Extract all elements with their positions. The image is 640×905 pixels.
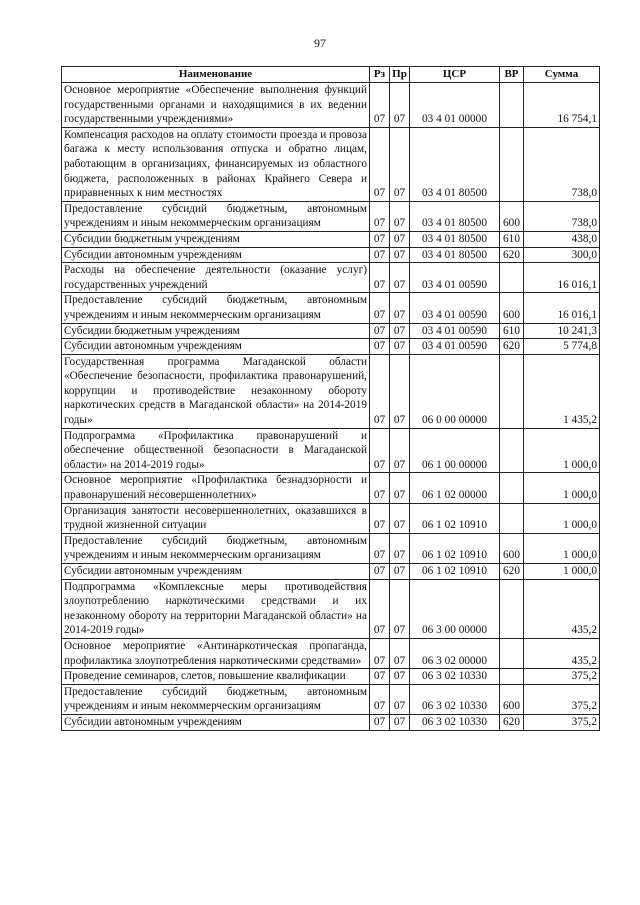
cell-vr: 600 (500, 533, 524, 563)
cell-sum: 375,2 (524, 669, 600, 685)
cell-name: Проведение семинаров, слетов, повышение квалификации (62, 669, 370, 685)
cell-name: Субсидии бюджетным учреждениям (62, 323, 370, 339)
cell-pr: 07 (390, 231, 410, 247)
cell-name: Основное мероприятие «Антинаркотическая пропаганда, профилактика злоупотребления наркотическими средствами» (62, 638, 370, 668)
cell-pr: 07 (390, 339, 410, 355)
cell-csr: 06 3 02 10330 (410, 714, 500, 730)
cell-vr: 600 (500, 684, 524, 714)
table-row (62, 201, 600, 231)
cell-sum: 738,0 (524, 127, 600, 201)
cell-pr: 07 (390, 127, 410, 201)
cell-sum: 438,0 (524, 231, 600, 247)
cell-csr: 03 4 01 80500 (410, 127, 500, 201)
cell-pr: 07 (390, 354, 410, 428)
cell-vr (500, 127, 524, 201)
cell-pr: 07 (390, 473, 410, 503)
header-rz: Рз (370, 67, 390, 83)
cell-rz: 07 (370, 564, 390, 580)
cell-name: Предоставление субсидий бюджетным, автономным учреждениям и иным некоммерческим организациям (62, 533, 370, 563)
table-row (62, 127, 600, 201)
cell-name: Субсидии автономным учреждениям (62, 339, 370, 355)
cell-sum: 5 774,8 (524, 339, 600, 355)
cell-rz: 07 (370, 428, 390, 473)
cell-sum: 1 000,0 (524, 428, 600, 473)
cell-vr (500, 473, 524, 503)
cell-vr: 600 (500, 293, 524, 323)
cell-rz: 07 (370, 83, 390, 128)
cell-pr: 07 (390, 428, 410, 473)
cell-name: Основное мероприятие «Обеспечение выполнения функций государственными органами и находящимися в их ведении государственными учреждениями» (62, 83, 370, 128)
cell-csr: 06 1 02 10910 (410, 533, 500, 563)
cell-csr: 03 4 01 00000 (410, 83, 500, 128)
table-row (62, 263, 600, 293)
cell-name: Субсидии автономным учреждениям (62, 714, 370, 730)
page-number: 97 (314, 36, 326, 50)
cell-vr (500, 638, 524, 668)
cell-pr: 07 (390, 638, 410, 668)
table-row (62, 579, 600, 638)
table-row (62, 428, 600, 473)
cell-name: Субсидии бюджетным учреждениям (62, 231, 370, 247)
cell-rz: 07 (370, 247, 390, 263)
cell-pr: 07 (390, 263, 410, 293)
cell-pr: 07 (390, 579, 410, 638)
cell-rz: 07 (370, 579, 390, 638)
cell-csr: 06 3 02 00000 (410, 638, 500, 668)
cell-csr: 06 3 02 10330 (410, 669, 500, 685)
table-row (62, 714, 600, 730)
table-row (62, 473, 600, 503)
table-row (62, 564, 600, 580)
cell-name: Предоставление субсидий бюджетным, автономным учреждениям и иным некоммерческим организациям (62, 201, 370, 231)
cell-csr: 06 1 00 00000 (410, 428, 500, 473)
cell-sum: 375,2 (524, 684, 600, 714)
cell-pr: 07 (390, 293, 410, 323)
cell-name: Расходы на обеспечение деятельности (оказание услуг) государственных учреждений (62, 263, 370, 293)
cell-pr: 07 (390, 201, 410, 231)
cell-vr: 620 (500, 564, 524, 580)
table-row (62, 354, 600, 428)
cell-csr: 03 4 01 00590 (410, 293, 500, 323)
cell-name: Предоставление субсидий бюджетным, автономным учреждениям и иным некоммерческим организациям (62, 684, 370, 714)
cell-vr (500, 263, 524, 293)
table-row (62, 669, 600, 685)
table-row (62, 684, 600, 714)
cell-name: Подпрограмма «Профилактика правонарушений и обеспечение общественной безопасности в Магаданской области» на 2014-2019 годы» (62, 428, 370, 473)
cell-rz: 07 (370, 323, 390, 339)
table-row (62, 231, 600, 247)
table-row (62, 533, 600, 563)
cell-sum: 1 435,2 (524, 354, 600, 428)
cell-sum: 16 016,1 (524, 293, 600, 323)
cell-pr: 07 (390, 564, 410, 580)
cell-name: Субсидии автономным учреждениям (62, 564, 370, 580)
cell-pr: 07 (390, 684, 410, 714)
header-csr: ЦСР (410, 67, 500, 83)
cell-pr: 07 (390, 83, 410, 128)
cell-pr: 07 (390, 533, 410, 563)
cell-rz: 07 (370, 127, 390, 201)
cell-rz: 07 (370, 714, 390, 730)
cell-sum: 16 016,1 (524, 263, 600, 293)
cell-vr (500, 354, 524, 428)
cell-rz: 07 (370, 533, 390, 563)
cell-csr: 03 4 01 80500 (410, 247, 500, 263)
cell-rz: 07 (370, 354, 390, 428)
cell-vr: 620 (500, 247, 524, 263)
cell-rz: 07 (370, 339, 390, 355)
cell-csr: 03 4 01 00590 (410, 323, 500, 339)
cell-sum: 1 000,0 (524, 564, 600, 580)
cell-pr: 07 (390, 669, 410, 685)
cell-sum: 300,0 (524, 247, 600, 263)
cell-vr: 610 (500, 323, 524, 339)
cell-rz: 07 (370, 473, 390, 503)
cell-name: Подпрограмма «Комплексные меры противодействия злоупотреблению наркотическими средствами и их незаконному обороту на территории Магаданской области» на 2014-2019 годы» (62, 579, 370, 638)
table-body (62, 83, 600, 731)
cell-sum: 435,2 (524, 579, 600, 638)
cell-csr: 06 0 00 00000 (410, 354, 500, 428)
cell-name: Государственная программа Магаданской области «Обеспечение безопасности, профилактика правонарушений, коррупции и противодействие незаконному обороту наркотических средств в Магаданской области» на 2014-2019 годы» (62, 354, 370, 428)
header-name: Наименование (62, 67, 370, 83)
cell-vr: 610 (500, 231, 524, 247)
header-pr: Пр (390, 67, 410, 83)
cell-rz: 07 (370, 263, 390, 293)
header-sum: Сумма (524, 67, 600, 83)
cell-sum: 16 754,1 (524, 83, 600, 128)
cell-csr: 03 4 01 00590 (410, 339, 500, 355)
cell-vr (500, 579, 524, 638)
cell-sum: 1 000,0 (524, 503, 600, 533)
table-row (62, 293, 600, 323)
cell-rz: 07 (370, 503, 390, 533)
cell-sum: 738,0 (524, 201, 600, 231)
cell-csr: 06 1 02 10910 (410, 503, 500, 533)
cell-vr (500, 669, 524, 685)
cell-sum: 1 000,0 (524, 473, 600, 503)
cell-rz: 07 (370, 684, 390, 714)
cell-pr: 07 (390, 503, 410, 533)
cell-csr: 03 4 01 00590 (410, 263, 500, 293)
cell-vr (500, 428, 524, 473)
cell-rz: 07 (370, 231, 390, 247)
table-header-row (62, 67, 600, 83)
cell-pr: 07 (390, 714, 410, 730)
cell-csr: 06 1 02 00000 (410, 473, 500, 503)
cell-csr: 06 1 02 10910 (410, 564, 500, 580)
cell-name: Компенсация расходов на оплату стоимости проезда и провоза багажа к месту использования отпуска и обратно лицам, работающим в организациях, финансируемых из областного бюджета, расположенных в районах Крайнего Севера и приравненных к ним местностях (62, 127, 370, 201)
cell-vr: 620 (500, 714, 524, 730)
cell-csr: 03 4 01 80500 (410, 231, 500, 247)
table-row (62, 247, 600, 263)
cell-sum: 10 241,3 (524, 323, 600, 339)
cell-pr: 07 (390, 323, 410, 339)
cell-vr (500, 503, 524, 533)
cell-vr: 620 (500, 339, 524, 355)
cell-vr (500, 83, 524, 128)
cell-sum: 435,2 (524, 638, 600, 668)
header-vr: ВР (500, 67, 524, 83)
cell-csr: 03 4 01 80500 (410, 201, 500, 231)
table-row (62, 638, 600, 668)
budget-table (61, 66, 600, 731)
table-row (62, 503, 600, 533)
cell-name: Организация занятости несовершеннолетних, оказавшихся в трудной жизненной ситуации (62, 503, 370, 533)
table-row (62, 83, 600, 128)
cell-rz: 07 (370, 638, 390, 668)
cell-sum: 1 000,0 (524, 533, 600, 563)
cell-rz: 07 (370, 669, 390, 685)
cell-name: Предоставление субсидий бюджетным, автономным учреждениям и иным некоммерческим организациям (62, 293, 370, 323)
cell-csr: 06 3 00 00000 (410, 579, 500, 638)
cell-sum: 375,2 (524, 714, 600, 730)
table-row (62, 323, 600, 339)
cell-name: Основное мероприятие «Профилактика безнадзорности и правонарушений несовершеннолетних» (62, 473, 370, 503)
table-row (62, 339, 600, 355)
cell-vr: 600 (500, 201, 524, 231)
cell-pr: 07 (390, 247, 410, 263)
cell-csr: 06 3 02 10330 (410, 684, 500, 714)
cell-name: Субсидии автономным учреждениям (62, 247, 370, 263)
cell-rz: 07 (370, 201, 390, 231)
cell-rz: 07 (370, 293, 390, 323)
